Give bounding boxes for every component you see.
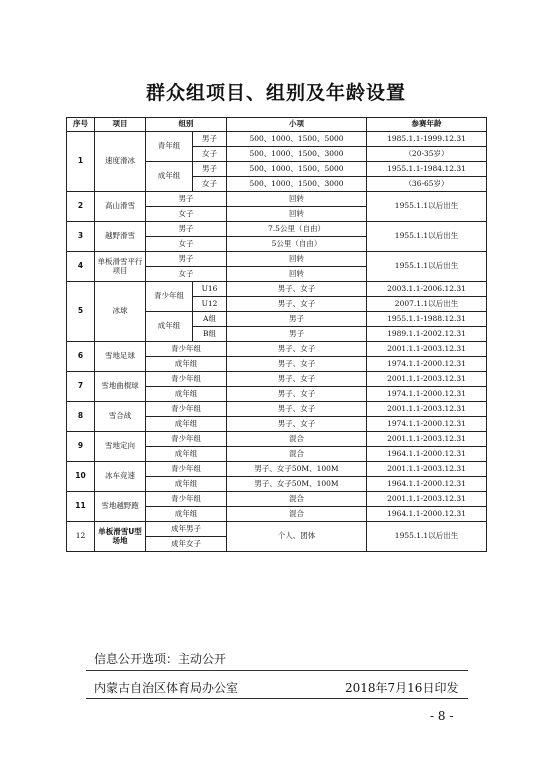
row-subgroup: 女子 xyxy=(193,177,227,192)
row-item: 混合 xyxy=(227,507,367,522)
row-no: 8 xyxy=(67,402,95,432)
event-table xyxy=(66,117,487,552)
issue-date: 2018年7月16日印发 xyxy=(345,681,459,695)
table-row xyxy=(67,252,487,267)
row-age: 2001.1.1-2003.12.31 xyxy=(367,432,487,447)
row-age: 1964.1.1-2000.12.31 xyxy=(367,447,487,462)
row-item: 男子、女子50M、100M xyxy=(227,477,367,492)
row-group: 女子 xyxy=(146,237,227,252)
row-age: 2003.1.1-2006.12.31 xyxy=(367,282,487,297)
row-item: 混合 xyxy=(227,432,367,447)
row-age: 1955.1.1以后出生 xyxy=(367,252,487,282)
table-row xyxy=(67,342,487,357)
row-age: 1974.1.1-2000.12.31 xyxy=(367,387,487,402)
table-row xyxy=(67,132,487,147)
row-no: 5 xyxy=(67,282,95,342)
row-group: 青少年组 xyxy=(146,372,227,387)
row-no: 7 xyxy=(67,372,95,402)
document-title: 群众组项目、组别及年龄设置 xyxy=(145,82,406,104)
row-item: 混合 xyxy=(227,492,367,507)
row-group: 青少年组 xyxy=(146,282,193,312)
row-no: 1 xyxy=(67,132,95,192)
table-row xyxy=(67,492,487,507)
row-age: 1955.1.1以后出生 xyxy=(367,222,487,252)
row-age: 1974.1.1-2000.12.31 xyxy=(367,357,487,372)
row-item: 500、1000、1500、3000 xyxy=(227,177,367,192)
row-event: 单板滑雪U型场地 xyxy=(95,522,146,552)
row-item: 男子、女子 xyxy=(227,372,367,387)
row-no: 9 xyxy=(67,432,95,462)
row-age: （20-35岁） xyxy=(367,147,487,162)
row-age: （36-65岁） xyxy=(367,177,487,192)
header-group: 组别 xyxy=(146,118,227,132)
row-event: 单板滑雪平行项目 xyxy=(95,252,146,282)
row-item: 混合 xyxy=(227,447,367,462)
table-row xyxy=(67,402,487,417)
row-age: 1955.1.1-1988.12.31 xyxy=(367,312,487,327)
row-group: 成年男子 xyxy=(146,522,227,537)
row-item: 500、1000、1500、5000 xyxy=(227,162,367,177)
row-event: 冰球 xyxy=(95,282,146,342)
row-group: 青少年组 xyxy=(146,342,227,357)
row-subgroup: U16 xyxy=(193,282,227,297)
row-no: 11 xyxy=(67,492,95,522)
row-age: 2001.1.1-2003.12.31 xyxy=(367,492,487,507)
row-age: 1985.1.1-1999.12.31 xyxy=(367,132,487,147)
row-item: 回转 xyxy=(227,207,367,222)
row-event: 雪合战 xyxy=(95,402,146,432)
table-row xyxy=(67,432,487,447)
header-no: 序号 xyxy=(67,118,95,132)
row-item: 男子 xyxy=(227,312,367,327)
row-subgroup: 男子 xyxy=(193,162,227,177)
row-item: 男子、女子 xyxy=(227,357,367,372)
row-no: 2 xyxy=(67,192,95,222)
row-event: 速度滑冰 xyxy=(95,132,146,192)
row-item: 男子、女子 xyxy=(227,387,367,402)
row-item: 男子、女子 xyxy=(227,417,367,432)
row-group: 青少年组 xyxy=(146,402,227,417)
row-group: 成年组 xyxy=(146,477,227,492)
row-group: 成年组 xyxy=(146,357,227,372)
row-subgroup: 女子 xyxy=(193,147,227,162)
row-item: 男子、女子 xyxy=(227,282,367,297)
row-age: 1955.1.1以后出生 xyxy=(367,522,487,552)
row-event: 雪地曲棍球 xyxy=(95,372,146,402)
row-group: 青少年组 xyxy=(146,432,227,447)
page-number: - 8 - xyxy=(430,709,454,723)
row-age: 1989.1.1-2002.12.31 xyxy=(367,327,487,342)
row-group: 成年组 xyxy=(146,162,193,192)
row-group: 成年组 xyxy=(146,447,227,462)
row-item: 男子、女子 xyxy=(227,297,367,312)
row-event: 高山滑雪 xyxy=(95,192,146,222)
row-item: 回转 xyxy=(227,252,367,267)
row-group: 男子 xyxy=(146,252,227,267)
row-item: 500、1000、1500、3000 xyxy=(227,147,367,162)
row-group: 青少年组 xyxy=(146,462,227,477)
row-age: 1955.1.1-1984.12.31 xyxy=(367,162,487,177)
row-age: 1964.1.1-2000.12.31 xyxy=(367,507,487,522)
row-group: 女子 xyxy=(146,267,227,282)
row-event: 雪地足球 xyxy=(95,342,146,372)
row-age: 2001.1.1-2003.12.31 xyxy=(367,402,487,417)
row-age: 2001.1.1-2003.12.31 xyxy=(367,342,487,357)
table-row xyxy=(67,522,487,537)
row-event: 冰车竞速 xyxy=(95,462,146,492)
row-no: 4 xyxy=(67,252,95,282)
row-group: 青少年组 xyxy=(146,492,227,507)
row-age: 1955.1.1以后出生 xyxy=(367,192,487,222)
row-age: 2001.1.1-2003.12.31 xyxy=(367,462,487,477)
row-item: 7.5公里（自由） xyxy=(227,222,367,237)
row-group: 成年组 xyxy=(146,312,193,342)
row-item: 个人、团体 xyxy=(227,522,367,552)
table-row xyxy=(67,222,487,237)
row-event: 越野滑雪 xyxy=(95,222,146,252)
row-item: 500、1000、1500、5000 xyxy=(227,132,367,147)
issuing-office: 内蒙古自治区体育局办公室 xyxy=(94,681,239,695)
row-no: 12 xyxy=(67,522,95,552)
row-group: 男子 xyxy=(146,222,227,237)
table-row xyxy=(67,372,487,387)
row-item: 回转 xyxy=(227,267,367,282)
row-no: 10 xyxy=(67,462,95,492)
row-no: 6 xyxy=(67,342,95,372)
header-age: 参赛年龄 xyxy=(367,118,487,132)
row-age: 1974.1.1-2000.12.31 xyxy=(367,417,487,432)
row-subgroup: U12 xyxy=(193,297,227,312)
footer-rule-top xyxy=(86,670,468,671)
table-row xyxy=(67,192,487,207)
row-item: 男子、女子 xyxy=(227,402,367,417)
row-group: 女子 xyxy=(146,207,227,222)
row-group: 成年组 xyxy=(146,417,227,432)
row-item: 男子、女子 xyxy=(227,342,367,357)
row-event: 雪地越野跑 xyxy=(95,492,146,522)
row-subgroup: 男子 xyxy=(193,132,227,147)
table-row xyxy=(67,282,487,297)
row-item: 男子 xyxy=(227,327,367,342)
row-age: 2001.1.1-2003.12.31 xyxy=(367,372,487,387)
row-item: 5公里（自由） xyxy=(227,237,367,252)
disclosure-option: 信息公开选项：主动公开 xyxy=(94,652,227,666)
row-age: 2007.1.1以后出生 xyxy=(367,297,487,312)
row-event: 雪地定向 xyxy=(95,432,146,462)
table-header-row xyxy=(67,118,487,132)
table-row xyxy=(67,462,487,477)
header-event: 项目 xyxy=(95,118,146,132)
row-subgroup: A组 xyxy=(193,312,227,327)
header-items: 小项 xyxy=(227,118,367,132)
row-item: 男子、女子50M、100M xyxy=(227,462,367,477)
row-group: 青年组 xyxy=(146,132,193,162)
row-item: 回转 xyxy=(227,192,367,207)
row-group: 成年组 xyxy=(146,507,227,522)
row-group: 男子 xyxy=(146,192,227,207)
row-group: 成年组 xyxy=(146,387,227,402)
row-age: 1964.1.1-2000.12.31 xyxy=(367,477,487,492)
row-no: 3 xyxy=(67,222,95,252)
footer-rule-bottom xyxy=(86,698,468,699)
row-subgroup: B组 xyxy=(193,327,227,342)
row-group: 成年女子 xyxy=(146,537,227,552)
